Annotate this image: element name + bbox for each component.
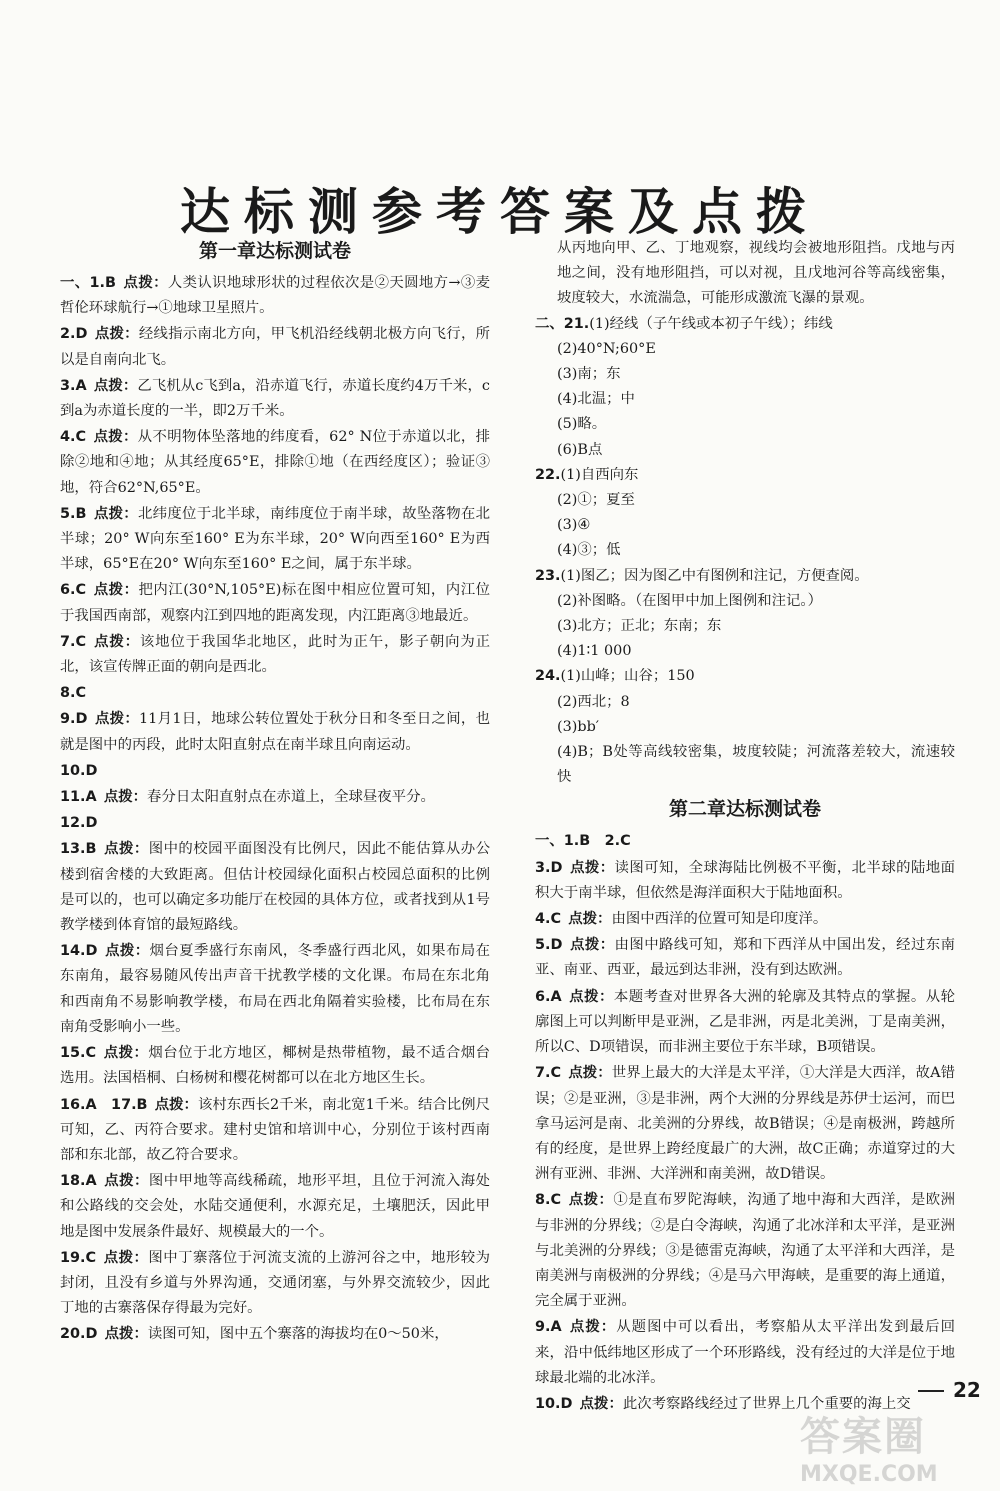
answer-item xyxy=(60,938,490,1040)
answer-number: 20.D xyxy=(60,1326,98,1343)
answer-explanation: 春分日太阳直射点在赤道上，全球昼夜平分。 xyxy=(147,789,435,806)
page-number-dash xyxy=(918,1390,944,1392)
hint-label: 点拨： xyxy=(123,274,168,291)
answer-number: 10.D xyxy=(535,1395,573,1412)
hint-label: 点拨： xyxy=(94,325,139,343)
hint-label: 点拨： xyxy=(93,581,139,599)
hint-label: 点拨： xyxy=(103,1172,149,1190)
answer-item xyxy=(535,828,955,854)
hint-label: 点拨： xyxy=(569,936,615,954)
answer-item xyxy=(60,1040,490,1091)
answer-explanation: 乙飞机从c飞到a，沿赤道飞行，赤道长度约4万千米，c到a为赤道长度的一半，即2万千米。 xyxy=(60,377,490,420)
answer-explanation: 图中丁寨落位于河流支流的上游河谷之中，地形较为封闭，且没有乡道与外界沟通，交通闭塞，与外界交流较少，因此丁地的古寨落保存得最为完好。 xyxy=(60,1249,490,1317)
answer-item xyxy=(60,629,490,680)
page-title: 达标测参考答案及点拨 xyxy=(180,183,820,241)
answer-explanation: 世界上最大的大洋是太平洋，①大洋是大西洋，故A错误；②是亚洲，③是非洲，两个大洲的分界线是苏伊士运河，而巴拿马运河是南、北美洲的分界线，故B错误；④是南极洲，跨越所有的经度，是世界上跨经度最广的大洲，故C正确；赤道穿过的大洲有亚洲、非洲、大洋洲和南美洲，故D错误。 xyxy=(535,1065,955,1183)
answer-item xyxy=(60,501,490,578)
answer-explanation: 该村东西长2千米，南北宽1千米。结合比例尺可知，乙、丙符合要求。建村史馆和培训中心，分别位于该村西南部和东北部，故乙符合要求。 xyxy=(60,1096,490,1163)
answer-21: 二、21.(1)经线（子午线或本初子午线）；纬线 (2)40°N;60°E (3)南；东 (4)北温；中 (5)略。 (6)B点 xyxy=(535,315,833,458)
answer-number: 16.A 17.B xyxy=(60,1096,148,1113)
answer-item xyxy=(60,1245,490,1322)
answer-number: 15.C xyxy=(60,1045,97,1062)
answer-explanation: 读图可知，全球海陆比例极不平衡，北半球的陆地面积大于南半球，但依然是海洋面积大于陆地面积。 xyxy=(535,859,955,901)
answer-item xyxy=(535,1187,955,1314)
answer-item xyxy=(60,1092,490,1169)
answer-item xyxy=(60,810,490,836)
hint-label: 点拨： xyxy=(569,858,615,876)
section-title-chapter-2: 第二章达标测试卷 xyxy=(668,798,821,821)
answer-number: 4.C xyxy=(535,911,562,928)
answer-23: 23.(1)图乙；因为图乙中有图例和注记，方便查阅。 (2)补图略。（在图甲中加上图例和注记。） (3)北方；正北；东南；东 (4)1∶1 000 xyxy=(535,567,869,660)
answer-explanation: ①是直布罗陀海峡，沟通了地中海和大西洋，是欧洲与非洲的分界线；②是白令海峡，沟通了北冰洋和太平洋，是亚洲与北美洲的分界线；③是德雷克海峡，沟通了太平洋和大西洋，是南美洲与南极洲的分界线；④是马六甲海峡，是重要的海上通道，完全属于亚洲。 xyxy=(535,1192,955,1310)
left-column xyxy=(60,232,490,1348)
answer-item xyxy=(535,1314,955,1391)
answer-number: 8.C xyxy=(535,1192,562,1209)
answer-item xyxy=(60,1168,490,1245)
answer-number: 二、21. xyxy=(535,315,590,332)
answer-item xyxy=(60,424,490,501)
hint-label: 点拨： xyxy=(568,1191,614,1209)
answer-explanation: 把内江(30°N,105°E)标在图中相应位置可知，内江位于我国西南部，观察内江到四地的距离发现，内江距离③地最近。 xyxy=(60,582,490,624)
answer-explanation: 由图中路线可知，郑和下西洋从中国出发，经过东南亚、南亚、西亚，最远到达非洲，没有到达欧洲。 xyxy=(535,937,955,979)
answer-item xyxy=(60,1321,490,1347)
answer-number: 5.D xyxy=(535,937,563,954)
answer-number: 19.C xyxy=(60,1249,97,1266)
hint-label: 点拨： xyxy=(568,910,612,928)
hint-label: 点拨： xyxy=(93,376,138,394)
answer-number: 5.B xyxy=(60,505,87,522)
answer-number: 3.D xyxy=(535,859,563,876)
answer-number: 一、1.B xyxy=(60,275,116,291)
page-number: 22 xyxy=(953,1378,981,1402)
answer-explanation: 从不明物体坠落地的纬度看，62° N位于赤道以北，排除②地和④地；从其经度65°E，排除①地（在西经度区）；验证③地，符合62°N,65°E。 xyxy=(60,429,490,496)
answer-explanation: 由图中西洋的位置可知是印度洋。 xyxy=(611,911,828,928)
watermark-logo xyxy=(800,1405,970,1487)
answer-item xyxy=(535,984,955,1061)
hint-label: 点拨： xyxy=(93,632,140,650)
answer-number: 23. xyxy=(535,567,561,584)
answer-number: 24. xyxy=(535,668,561,685)
watermark-text: 答案圈 xyxy=(800,1414,926,1460)
answer-explanation: 该地位于我国华北地区，此时为正午，影子朝向为正北，该宣传牌正面的朝向是西北。 xyxy=(60,633,490,676)
answer-number: 10.D xyxy=(60,762,98,779)
chapter-1-answer-list xyxy=(60,270,490,1348)
answer-explanation: 北纬度位于北半球，南纬度位于南半球，故坠落物在北半球；20° W向东至160° E为东半球，20° W向西至160° E为西半球，65°E在20° W向东至160° E之间，属于东半球。 xyxy=(60,505,490,573)
answer-number: 18.A xyxy=(60,1173,97,1190)
answer-number: 4.C xyxy=(60,429,87,446)
answer-number: 9.D xyxy=(60,711,88,728)
watermark-url: MXQE.COM xyxy=(800,1462,938,1487)
hint-label: 点拨： xyxy=(579,1394,623,1412)
hint-label: 点拨： xyxy=(103,788,148,806)
hint-label: 点拨： xyxy=(103,1044,149,1062)
answer-number: 12.D xyxy=(60,815,98,832)
answer-explanation: 11月1日，地球公转位置处于秋分日和冬至日之间，也就是图中的丙段，此时太阳直射点在南半球且向南运动。 xyxy=(60,711,490,753)
chapter-2-answer-list xyxy=(535,828,955,1417)
hint-label: 点拨： xyxy=(94,710,140,728)
answer-item xyxy=(535,932,955,983)
answer-explanation: 读图可知，图中五个寨落的海拔均在0～50米， xyxy=(147,1326,449,1343)
answer-number: 11.A xyxy=(60,789,97,806)
hint-label: 点拨： xyxy=(104,942,150,960)
hint-label: 点拨： xyxy=(568,1064,612,1082)
answer-item xyxy=(60,321,490,372)
answer-number: 9.A xyxy=(535,1319,562,1336)
hint-label: 点拨： xyxy=(154,1095,198,1113)
answer-explanation: 烟台夏季盛行东南风，冬季盛行西北风，如果布局在东南角，最容易随风传出声音干扰教学楼的文化课。布局在东北角和西南角不易影响教学楼，布局在西北角隔着实验楼，比布局在东南角受影响小一些。 xyxy=(60,943,490,1035)
answer-item xyxy=(60,758,490,784)
answer-item xyxy=(60,784,490,810)
answer-item xyxy=(535,1060,955,1187)
answer-explanation: 从题图中可以看出，考察船从太平洋出发到最后回来，沿中低纬地区形成了一个环形路线，没有经过的大洋是位于地球最北端的北冰洋。 xyxy=(535,1319,955,1386)
answer-explanation: 图中的校园平面图没有比例尺，因此不能估算从办公楼到宿舍楼的大致距离。但估计校园绿化面积占校园总面积的比例是可以的，也可以确定多功能厅在校园的具体方位，或者找到从1号教学楼到体育馆的最短路线。 xyxy=(60,841,490,934)
answer-number: 13.B xyxy=(60,841,97,858)
answer-item xyxy=(535,855,955,906)
answer-explanation: 人类认识地球形状的过程依次是②天圆地方→③麦哲伦环球航行→①地球卫星照片。 xyxy=(60,275,490,317)
answer-number: 3.A xyxy=(60,377,87,394)
answer-item xyxy=(60,706,490,757)
hint-label: 点拨： xyxy=(93,428,138,446)
answer-item xyxy=(535,906,955,932)
hint-label: 点拨： xyxy=(103,840,149,858)
answer-number: 7.C xyxy=(535,1065,562,1082)
section-title-chapter-1: 第一章达标测试卷 xyxy=(198,240,351,262)
answer-explanation: 经线指示南北方向，甲飞机沿经线朝北极方向飞行，所以是自南向北飞。 xyxy=(60,326,490,368)
answer-number: 22. xyxy=(535,466,561,483)
hint-label: 点拨： xyxy=(104,1325,148,1343)
answer-24: 24.(1)山峰；山谷；150 (2)西北；8 (3)bb′ (4)B；B处等高线较密集，坡度较陡；河流落差较大，流速较快 xyxy=(535,668,955,786)
answer-20-continuation: 从丙地向甲、乙、丁地观察，视线均会被地形阻挡。戊地与丙地之间，没有地形阻挡，可以对视，且戊地河谷等高线密集，坡度较大，水流湍急，可能形成激流飞瀑的景观。 xyxy=(557,240,955,307)
hint-label: 点拨： xyxy=(103,1248,149,1266)
answer-item xyxy=(60,680,490,706)
answer-number: 8.C xyxy=(60,685,87,702)
answer-number: 6.A xyxy=(535,988,562,1005)
answer-number: 2.D xyxy=(60,326,88,343)
answer-22: 22.(1)自西向东 (2)①；夏至 (3)④ (4)③；低 xyxy=(535,466,639,559)
answer-explanation: 本题考查对世界各大洲的轮廓及其特点的掌握。从轮廓图上可以判断甲是亚洲，乙是非洲，丙是北美洲，丁是南美洲，所以C、D项错误，而非洲主要位于东半球，B项错误。 xyxy=(535,988,955,1056)
answer-item xyxy=(60,373,490,424)
answer-item xyxy=(60,836,490,938)
answer-number: 7.C xyxy=(60,633,87,650)
answer-explanation: 烟台位于北方地区，椰树是热带植物，最不适合烟台选用。法国梧桐、白杨树和樱花树都可以在北方地区生长。 xyxy=(60,1045,490,1087)
answer-explanation: 图中甲地等高线稀疏，地形平坦，且位于河流入海处和公路线的交会处，水陆交通便利，水源充足，土壤肥沃，因此甲地是图中发展条件最好、规模最大的一个。 xyxy=(60,1173,490,1240)
answer-explanation: 此次考察路线经过了世界上几个重要的海上交 xyxy=(622,1395,911,1412)
hint-label: 点拨： xyxy=(568,987,614,1005)
hint-label: 点拨： xyxy=(93,504,138,522)
hint-label: 点拨： xyxy=(568,1318,617,1336)
answer-number: 14.D xyxy=(60,943,98,960)
answer-item xyxy=(60,577,490,628)
answer-item xyxy=(60,270,490,321)
answer-number: 6.C xyxy=(60,582,87,599)
right-column xyxy=(535,236,955,1417)
answer-number: 一、1.B 2.C xyxy=(535,833,631,850)
